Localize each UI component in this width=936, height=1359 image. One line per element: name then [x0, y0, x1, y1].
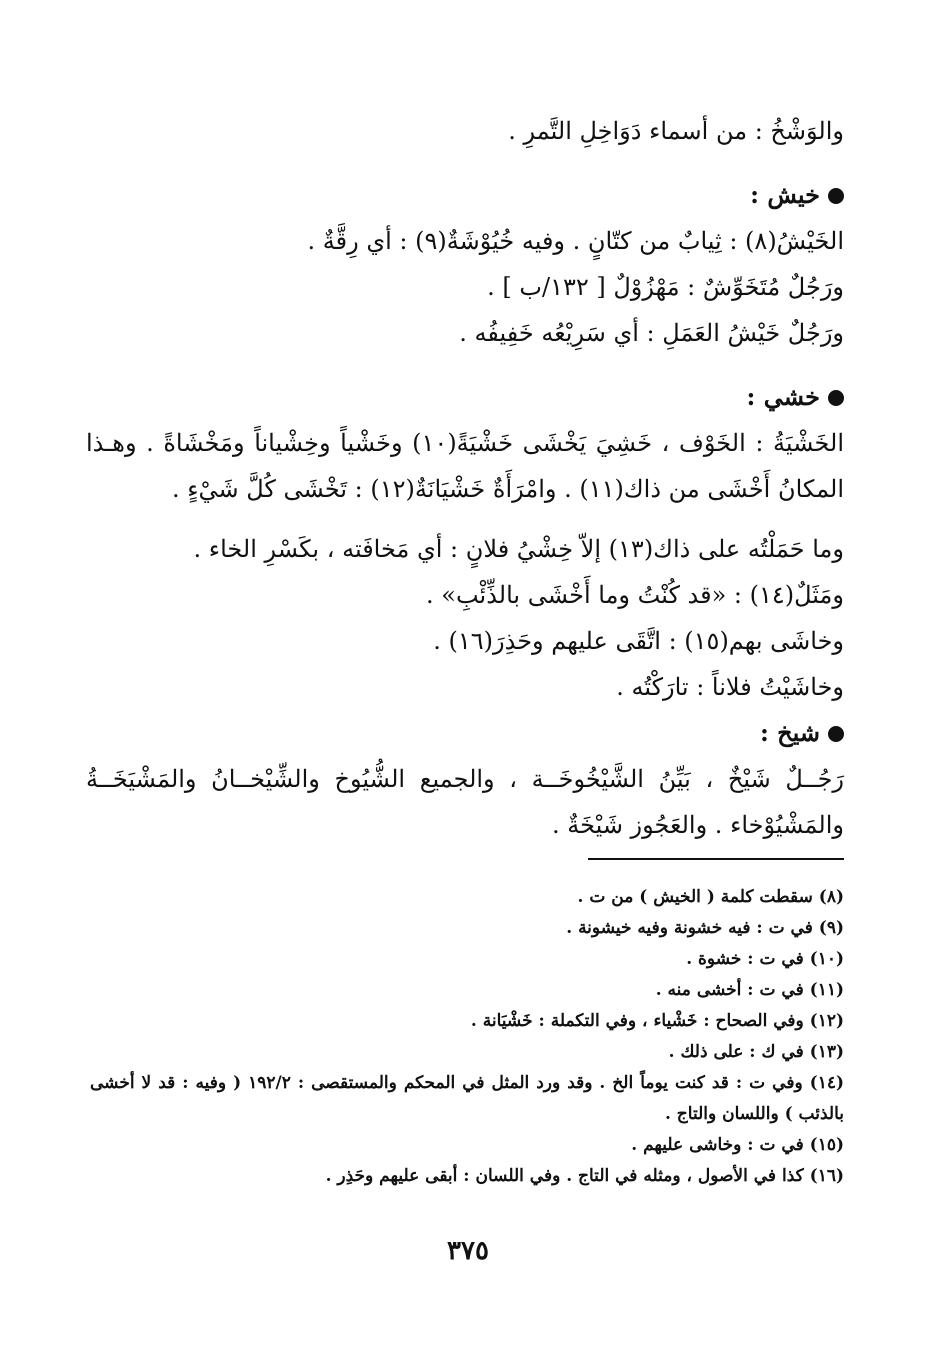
heading-text: خشي :	[746, 382, 820, 411]
entry-line: ورَجُلٌ خَيْشُ العَمَلِ : أي سَرِيْعُه خَفِيفُه .	[459, 319, 844, 347]
entry-paragraph: الخَشْيَةُ : الخَوْف ، خَشِيَ يَخْشَى خَشْيَةً(١٠) وخَشْياً وخِشْياناً ومَخْشَاةً . وهـذا المكانُ أَخْشَى من ذاك(١١) . وامْرَأَةٌ خَشْيَانَةٌ(١٢) : تَخْشَى كُلَّ شَيْءٍ .	[86, 429, 845, 503]
page-number: ٣٧٥	[447, 1236, 489, 1266]
heading-text: شيخ :	[759, 718, 820, 747]
entry-paragraph: رَجُــلٌ شَيْخٌ ، بَيِّنُ الشَّيْخُوخَــة ، والجميع الشُّيُوخ والشِّيْخــانُ والمَشْيَخَــةُ والمَشْيُوْخاء . والعَجُوز شَيْخَةٌ .	[86, 765, 844, 839]
footnotes	[90, 882, 844, 1192]
heading-text: خيش :	[750, 180, 820, 209]
intro-line: والوَشْخُ : من أسماء دَوَاخِلِ التَّمرِ .	[508, 117, 844, 145]
bullet-icon	[828, 390, 844, 406]
section-heading-khashy	[86, 374, 844, 420]
entry-line: وخاشَى بهم(١٥) : اتَّقَى عليهم وحَذِرَ(١٦) .	[433, 627, 844, 655]
footnote: (١٤) وفي ت : قد كنت يوماً الخ . وقد ورد المثل في المحكم والمستقصى : ١٩٢/٢ ( وفيه : قد لا أخشى بالذئب ) واللسان والتاج .	[90, 1073, 844, 1124]
footnote: (١٢) وفي الصحاح : خَشْياء ، وفي التكملة : خَشْيَانة .	[470, 1011, 844, 1031]
bullet-icon	[828, 188, 844, 204]
main-text	[86, 108, 844, 848]
footnote: (١٥) في ت : وخاشى عليهم .	[631, 1135, 844, 1155]
entry-line: ومَثَلٌ(١٤) : «قد كُنْتُ وما أَخْشَى بالذِّئْبِ» .	[426, 581, 844, 609]
entry-line: ورَجُلٌ مُتَخَوِّشٌ : مَهْزُوْلٌ [ ١٣٢/ب ] .	[487, 273, 844, 301]
footnote: (١٠) في ت : خشوة .	[686, 949, 844, 969]
entry-line: وخاشَيْتُ فلاناً : تارَكْتُه .	[616, 673, 844, 701]
footnote: (٩) في ت : فيه خشونة وفيه خيشونة .	[566, 918, 844, 938]
section-heading-khaysh	[86, 172, 844, 218]
entry-line: وما حَمَلْتُه على ذاك(١٣) إلاّ خِشْيُ فلانٍ : أي مَخافَته ، بكَسْرِ الخاء .	[193, 535, 844, 563]
footnote: (٨) سقطت كلمة ( الخيش ) من ت .	[577, 887, 844, 907]
footnote-divider	[588, 858, 844, 860]
bullet-icon	[828, 726, 844, 742]
entry-line: الخَيْشُ(٨) : ثِيابٌ من كتّانٍ . وفيه خُيُوْشَةٌ(٩) : أي رِقَّةٌ .	[307, 227, 844, 255]
footnote: (١٣) في ك : على ذلك .	[668, 1042, 844, 1062]
section-heading-shaykh	[86, 710, 844, 756]
footnote: (١٦) كذا في الأصول ، ومثله في التاج . وفي اللسان : أبقى عليهم وحَذِر .	[325, 1166, 844, 1186]
footnote: (١١) في ت : أخشى منه .	[655, 980, 844, 1000]
